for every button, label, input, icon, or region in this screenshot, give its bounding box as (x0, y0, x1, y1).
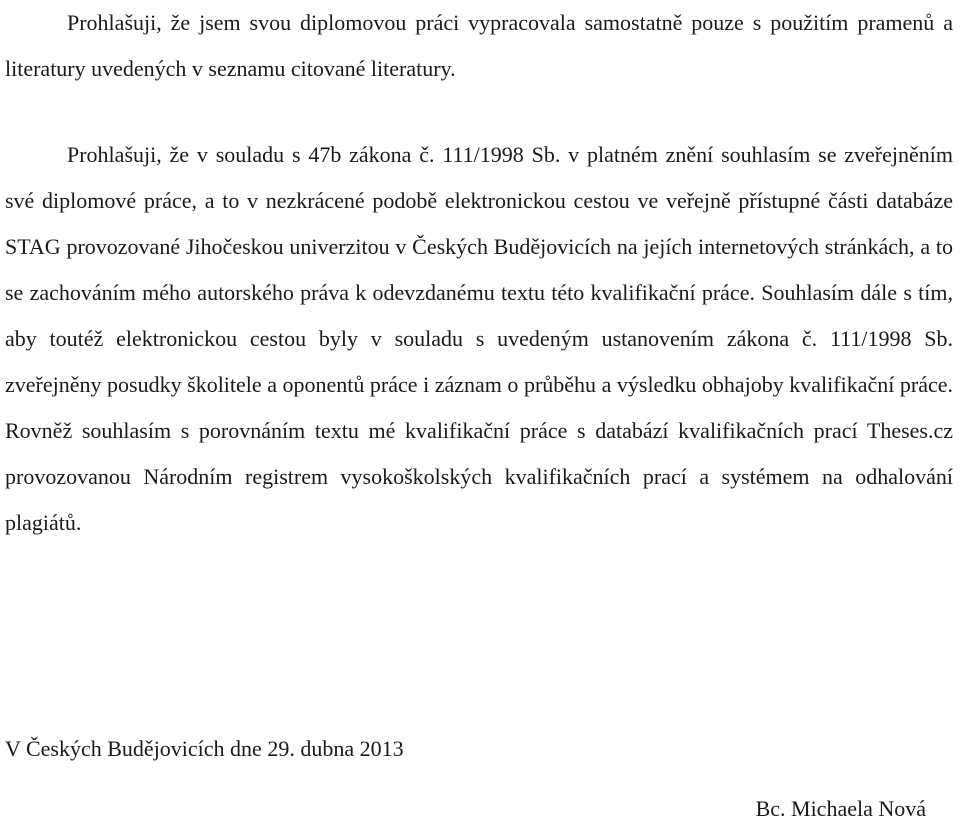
paragraph-2-text: Prohlašuji, že v souladu s 47b zákona č. 111/1998 Sb. v platném znění souhlasím se zveřejněním své diplomové práce, a to v nezkrácené podobě elektronickou cestou ve veřejně přístupné části databáze STAG provozované Jihočeskou univerzitou v Českých Budějovicích na jejích internetových stránkách, a to se zachováním mého autorského práva k odevzdanému textu této kvalifikační práce. Souhlasím dále s tím, aby toutéž elektronickou cestou byly v souladu s uvedeným ustanovením zákona č. 111/1998 Sb. zveřejněny posudky školitele a oponentů práce i záznam o průběhu a výsledku obhajoby kvalifikační práce. Rovněž souhlasím s porovnáním textu mé kvalifikační práce s databází kvalifikačních prací Theses.cz provozovanou Národním registrem vysokoškolských kvalifikačních prací a systémem na odhalování plagiátů. (5, 142, 953, 535)
author-signature: Bc. Michaela Nová (755, 796, 926, 821)
paragraph-1-text: Prohlašuji, že jsem svou diplomovou práci vypracovala samostatně pouze s použitím pramenů a literatury uvedených v seznamu citované literatury. (5, 10, 953, 81)
declaration-paragraph-publication-consent (5, 132, 953, 546)
declaration-paragraph-authorship (5, 0, 953, 92)
place-and-date: V Českých Budějovicích dne 29. dubna 2013 (5, 736, 404, 761)
